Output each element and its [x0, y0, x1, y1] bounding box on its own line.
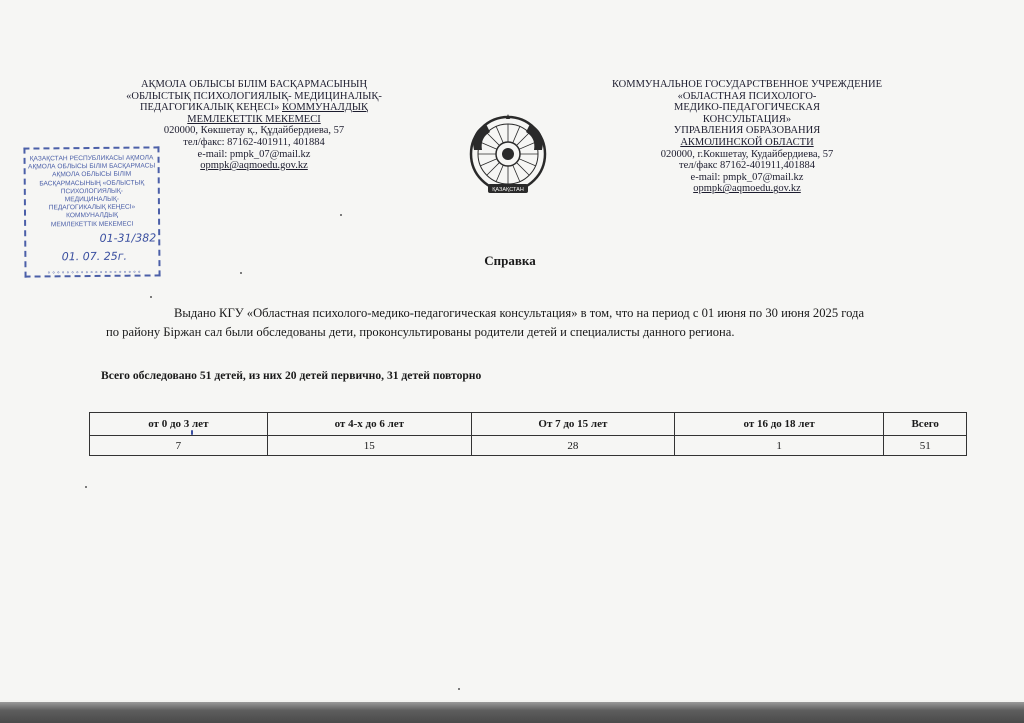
emblem-label: ҚАЗАҚСТАН	[492, 187, 524, 193]
right-phone: тел/факс 87162-401911,401884	[679, 160, 815, 172]
stamp-date: 01. 07. 25г.	[61, 249, 128, 264]
table-cell: 51	[884, 436, 967, 456]
scan-speck	[340, 214, 342, 216]
left-address: 020000, Көкшетау қ., Құдайбердиева, 57	[163, 125, 345, 137]
stamp-line: БАСҚАРМАСЫНЫҢ «ОБЛЫСТЫҚ	[39, 179, 145, 188]
scan-speck	[458, 688, 460, 690]
scan-speck	[85, 486, 87, 488]
stamp-number: 01-31/382	[99, 231, 157, 245]
scan-bottom-edge	[0, 702, 1024, 723]
table-header-cell: от 4-х до 6 лет	[267, 413, 471, 436]
stamp-line: МЕДИЦИНАЛЫҚ-	[64, 195, 120, 204]
stamp-line: КОММУНАЛДЫҚ	[66, 212, 118, 220]
left-header-line: АҚМОЛА ОБЛЫСЫ БІЛІМ БАСҚАРМАСЫНЫҢ	[140, 79, 368, 90]
document-body	[106, 304, 1006, 342]
body-line: по району Біржан сал были обследованы дети, проконсультированы родители детей и специалисты данного региона.	[106, 325, 735, 339]
left-site: opmpk@aqmoedu.gov.kz	[200, 160, 308, 172]
right-letterhead	[592, 79, 902, 195]
registration-stamp	[23, 146, 160, 277]
table-row	[90, 436, 967, 456]
left-phone: тел/факс: 87162-401911, 401884	[183, 136, 325, 148]
right-email: e-mail: pmpk_07@mail.kz	[690, 171, 804, 183]
right-header-line: МЕДИКО-ПЕДАГОГИЧЕСКАЯ	[674, 102, 820, 114]
table-header-cell: от 0 до 3 лет	[90, 413, 268, 436]
right-header-line: КОНСУЛЬТАЦИЯ»	[702, 113, 792, 125]
left-email: e-mail: pmpk_07@mail.kz	[197, 148, 311, 160]
stamp-line: АҚМОЛА ОБЛЫСЫ БІЛІМ	[52, 171, 132, 179]
right-header-line: КОММУНАЛЬНОЕ ГОСУДАРСТВЕННОЕ УЧРЕЖДЕНИЕ	[611, 79, 883, 90]
table-header-cell: Всего	[884, 413, 967, 436]
stamp-line: ПЕДАГОГИКАЛЫҚ КЕҢЕСІ»	[48, 203, 136, 212]
right-header-line: УПРАВЛЕНИЯ ОБРАЗОВАНИЯ	[673, 125, 821, 137]
left-header-line: «ОБЛЫСТЫҚ ПСИХОЛОГИЯЛЫҚ- МЕДИЦИНАЛЫҚ-	[126, 90, 382, 102]
stamp-line: ПСИХОЛОГИЯЛЫҚ-	[60, 187, 123, 196]
state-emblem-icon	[468, 112, 548, 202]
right-address: 020000, г.Кокшетау, Кудайбердиева, 57	[660, 148, 834, 160]
table-cell: 28	[471, 436, 674, 456]
left-header-line: МЕМЛЕКЕТТІК МЕКЕМЕСІ	[187, 113, 321, 125]
table-cell: 15	[267, 436, 471, 456]
stamp-line: ҚАЗАҚСТАН РЕСПУБЛИКАСЫ АҚМОЛА	[29, 154, 154, 163]
left-header-text-underlined: КОММУНАЛДЫҚ	[282, 102, 369, 114]
scan-speck	[191, 430, 193, 435]
document-title: Справка	[484, 253, 536, 268]
body-line: Выдано КГУ «Областная психолого-медико-педагогическая консультация» в том, что на период с 01 июня по 30 июня 2025 года	[174, 306, 865, 320]
table-cell: 7	[90, 436, 268, 456]
age-stats-table	[89, 412, 967, 456]
right-header-line: АКМОЛИНСКОЙ ОБЛАСТИ	[680, 136, 814, 148]
table-cell: 1	[674, 436, 884, 456]
left-header-line	[104, 102, 404, 114]
scan-speck	[150, 296, 152, 298]
summary-line: Всего обследовано 51 детей, из них 20 детей первично, 31 детей повторно	[101, 369, 482, 382]
table-header-cell: От 7 до 15 лет	[471, 413, 674, 436]
scan-speck	[240, 272, 242, 274]
stamp-line: АҚМОЛА ОБЛЫСЫ БІЛІМ БАСҚАРМАСЫ	[27, 162, 156, 171]
table-header-row	[90, 413, 967, 436]
right-site: opmpk@aqmoedu.gov.kz	[693, 183, 801, 195]
table-header-cell: от 16 до 18 лет	[674, 413, 884, 436]
left-header-text: ПЕДАГОГИКАЛЫҚ КЕҢЕСІ»	[139, 102, 283, 114]
stamp-decor-icon: ∘∘∘∘∘∘∘∘∘∘∘∘∘∘∘∘∘∘∘∘	[46, 269, 143, 277]
stamp-line: МЕМЛЕКЕТТІК МЕКЕМЕСІ	[50, 220, 134, 228]
right-header-line: «ОБЛАСТНАЯ ПСИХОЛОГО-	[677, 90, 817, 102]
